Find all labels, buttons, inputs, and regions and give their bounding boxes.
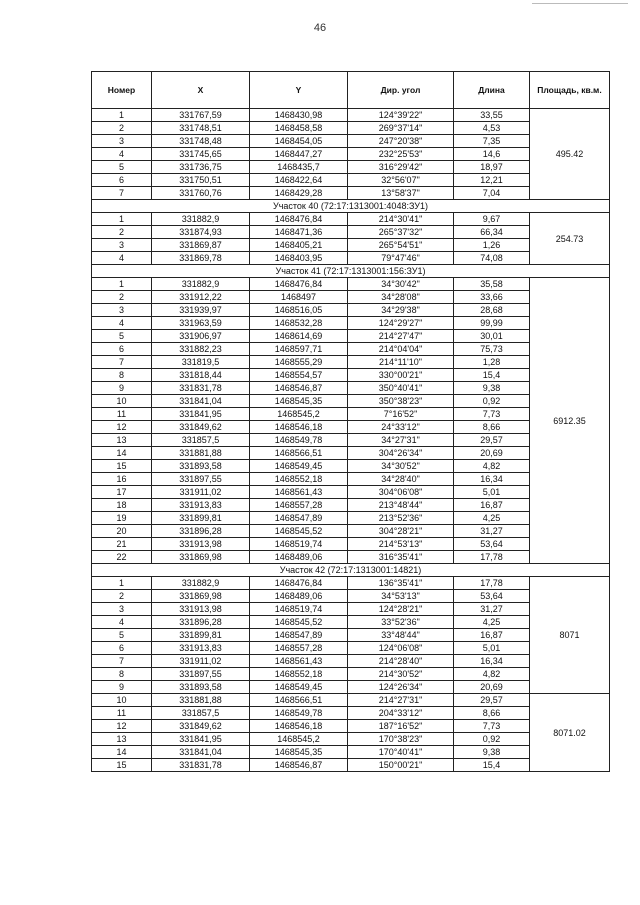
header-number: Номер [92,72,152,109]
cell-angle: 7°16'52" [348,408,454,421]
cell-num: 5 [92,161,152,174]
cell-x: 331913,98 [152,538,250,551]
cell-num: 9 [92,681,152,694]
cell-y: 1468405,21 [250,239,348,252]
cell-num: 10 [92,395,152,408]
cell-y: 1468458,58 [250,122,348,135]
cell-angle: 34°28'40" [348,473,454,486]
cell-length: 15,4 [454,759,530,772]
cell-num: 10 [92,694,152,707]
cell-num: 3 [92,135,152,148]
cell-length: 75,73 [454,343,530,356]
cell-length: 30,01 [454,330,530,343]
cell-y: 1468519,74 [250,603,348,616]
cell-angle: 265°54'51" [348,239,454,252]
cell-length: 15,4 [454,369,530,382]
cell-angle: 214°28'40" [348,655,454,668]
cell-x: 331745,65 [152,148,250,161]
cell-num: 1 [92,577,152,590]
cell-x: 331899,81 [152,629,250,642]
cell-y: 1468545,52 [250,525,348,538]
cell-angle: 214°30'41" [348,213,454,226]
cell-x: 331736,75 [152,161,250,174]
cell-angle: 150°00'21" [348,759,454,772]
cell-num: 5 [92,629,152,642]
cell-length: 99,99 [454,317,530,330]
cell-x: 331841,95 [152,408,250,421]
cell-num: 3 [92,239,152,252]
cell-x: 331841,95 [152,733,250,746]
cell-num: 13 [92,733,152,746]
cell-length: 12,21 [454,174,530,187]
cell-angle: 124°26'34" [348,681,454,694]
cell-length: 31,27 [454,603,530,616]
cell-x: 331748,48 [152,135,250,148]
cell-length: 29,57 [454,694,530,707]
cell-x: 331869,87 [152,239,250,252]
cell-y: 1468614,69 [250,330,348,343]
cell-length: 0,92 [454,395,530,408]
cell-x: 331831,78 [152,759,250,772]
cell-num: 15 [92,759,152,772]
cell-y: 1468519,74 [250,538,348,551]
cell-length: 20,69 [454,681,530,694]
table-row [92,694,610,707]
cell-length: 9,67 [454,213,530,226]
cell-num: 20 [92,525,152,538]
cell-length: 17,78 [454,577,530,590]
cell-x: 331906,97 [152,330,250,343]
cell-y: 1468497 [250,291,348,304]
cell-y: 1468561,43 [250,486,348,499]
cell-angle: 316°29'42" [348,161,454,174]
cell-length: 16,34 [454,473,530,486]
cell-angle: 214°53'13" [348,538,454,551]
cell-x: 331896,28 [152,525,250,538]
cell-length: 4,53 [454,122,530,135]
header-x: X [152,72,250,109]
cell-x: 331897,55 [152,668,250,681]
cell-length: 33,55 [454,109,530,122]
cell-num: 17 [92,486,152,499]
cell-angle: 24°33'12" [348,421,454,434]
cell-num: 14 [92,746,152,759]
cell-x: 331912,22 [152,291,250,304]
section-row [92,200,610,213]
cell-angle: 304°28'21" [348,525,454,538]
cell-angle: 247°20'38" [348,135,454,148]
table-row [92,109,610,122]
cell-length: 53,64 [454,590,530,603]
cell-y: 1468549,78 [250,707,348,720]
cell-num: 22 [92,551,152,564]
cell-angle: 170°38'23" [348,733,454,746]
cell-length: 1,26 [454,239,530,252]
cell-length: 7,73 [454,720,530,733]
cell-x: 331911,02 [152,655,250,668]
cell-y: 1468532,28 [250,317,348,330]
cell-x: 331897,55 [152,473,250,486]
cell-angle: 34°30'42" [348,278,454,291]
cell-y: 1468489,06 [250,551,348,564]
cell-angle: 124°39'22" [348,109,454,122]
cell-x: 331963,59 [152,317,250,330]
cell-length: 66,34 [454,226,530,239]
cell-num: 5 [92,330,152,343]
cell-angle: 34°28'08" [348,291,454,304]
cell-num: 12 [92,421,152,434]
cell-y: 1468476,84 [250,213,348,226]
cell-num: 11 [92,707,152,720]
cell-x: 331869,98 [152,590,250,603]
cell-num: 2 [92,122,152,135]
cell-angle: 350°40'41" [348,382,454,395]
cell-length: 33,66 [454,291,530,304]
header-length: Длина [454,72,530,109]
cell-angle: 214°27'47" [348,330,454,343]
cell-angle: 187°16'52" [348,720,454,733]
cell-x: 331849,62 [152,720,250,733]
cell-length: 7,35 [454,135,530,148]
cell-y: 1468489,06 [250,590,348,603]
cell-y: 1468435,7 [250,161,348,174]
cell-num: 18 [92,499,152,512]
cell-length: 5,01 [454,642,530,655]
section-row [92,265,610,278]
cell-angle: 213°52'36" [348,512,454,525]
cell-num: 14 [92,447,152,460]
cell-num: 8 [92,369,152,382]
cell-angle: 330°00'21" [348,369,454,382]
section-title: Участок 40 (72:17:1313001:4048:ЗУ1) [92,200,610,213]
cell-x: 331882,9 [152,577,250,590]
section-row [92,564,610,577]
cell-angle: 33°52'36" [348,616,454,629]
cell-x: 331893,58 [152,681,250,694]
table-row [92,278,610,291]
cell-y: 1468597,71 [250,343,348,356]
cell-x: 331760,76 [152,187,250,200]
cell-angle: 32°56'07" [348,174,454,187]
header-direction-angle: Дир. угол [348,72,454,109]
cell-num: 15 [92,460,152,473]
cell-num: 13 [92,434,152,447]
cell-num: 7 [92,356,152,369]
cell-y: 1468561,43 [250,655,348,668]
area-cell: 6912.35 [530,278,610,564]
cell-num: 6 [92,174,152,187]
cell-angle: 214°30'52" [348,668,454,681]
cell-x: 331841,04 [152,746,250,759]
cell-x: 331831,78 [152,382,250,395]
cell-x: 331841,04 [152,395,250,408]
cell-num: 12 [92,720,152,733]
cell-y: 1468547,89 [250,629,348,642]
cell-y: 1468454,05 [250,135,348,148]
cell-angle: 33°48'44" [348,629,454,642]
cell-length: 1,28 [454,356,530,369]
cell-x: 331849,62 [152,421,250,434]
header-y: Y [250,72,348,109]
cell-length: 9,38 [454,746,530,759]
cell-num: 1 [92,213,152,226]
cell-y: 1468545,35 [250,395,348,408]
cell-y: 1468552,18 [250,473,348,486]
cell-y: 1468403,95 [250,252,348,265]
cell-x: 331748,51 [152,122,250,135]
cell-length: 4,25 [454,616,530,629]
cell-num: 2 [92,291,152,304]
cell-length: 8,66 [454,707,530,720]
cell-num: 3 [92,603,152,616]
cell-y: 1468566,51 [250,694,348,707]
cell-angle: 350°38'23" [348,395,454,408]
cell-num: 1 [92,109,152,122]
cell-angle: 79°47'46" [348,252,454,265]
cell-y: 1468552,18 [250,668,348,681]
cell-angle: 214°04'04" [348,343,454,356]
section-title: Участок 41 (72:17:1313001:156:ЗУ1) [92,265,610,278]
cell-x: 331913,98 [152,603,250,616]
table-row [92,577,610,590]
cell-num: 8 [92,668,152,681]
cell-num: 3 [92,304,152,317]
cell-length: 14,6 [454,148,530,161]
cell-y: 1468547,89 [250,512,348,525]
cell-num: 6 [92,642,152,655]
cell-num: 1 [92,278,152,291]
cell-y: 1468429,28 [250,187,348,200]
cell-y: 1468476,84 [250,577,348,590]
cell-x: 331913,83 [152,642,250,655]
cell-x: 331882,23 [152,343,250,356]
cell-x: 331882,9 [152,213,250,226]
cell-x: 331911,02 [152,486,250,499]
cell-length: 17,78 [454,551,530,564]
cell-x: 331857,5 [152,434,250,447]
cell-x: 331882,9 [152,278,250,291]
table-body [92,109,610,772]
cell-y: 1468516,05 [250,304,348,317]
cell-length: 16,87 [454,499,530,512]
cell-x: 331893,58 [152,460,250,473]
page-number: 46 [313,22,327,34]
table-row [92,213,610,226]
cell-num: 4 [92,317,152,330]
cell-y: 1468549,45 [250,460,348,473]
cell-y: 1468471,36 [250,226,348,239]
cell-angle: 214°11'10" [348,356,454,369]
cell-length: 28,68 [454,304,530,317]
top-rule [532,3,628,4]
cell-x: 331818,44 [152,369,250,382]
cell-angle: 34°53'13" [348,590,454,603]
cell-length: 4,82 [454,460,530,473]
cell-y: 1468545,35 [250,746,348,759]
cell-y: 1468546,87 [250,759,348,772]
cell-x: 331881,88 [152,447,250,460]
cell-x: 331896,28 [152,616,250,629]
area-cell: 254.73 [530,213,610,265]
cell-x: 331750,51 [152,174,250,187]
cell-y: 1468554,57 [250,369,348,382]
cell-y: 1468545,2 [250,408,348,421]
cell-x: 331767,59 [152,109,250,122]
cell-length: 4,25 [454,512,530,525]
cell-length: 7,73 [454,408,530,421]
cell-y: 1468557,28 [250,499,348,512]
section-title: Участок 42 (72:17:1313001:14821) [92,564,610,577]
cell-num: 4 [92,616,152,629]
cell-length: 29,57 [454,434,530,447]
area-cell: 8071.02 [530,694,610,772]
area-cell: 495.42 [530,109,610,200]
cell-x: 331857,5 [152,707,250,720]
cell-length: 7,04 [454,187,530,200]
cell-angle: 304°26'34" [348,447,454,460]
cell-angle: 204°33'12" [348,707,454,720]
cell-y: 1468555,29 [250,356,348,369]
cell-angle: 232°25'53" [348,148,454,161]
cell-angle: 34°27'31" [348,434,454,447]
cell-length: 16,87 [454,629,530,642]
cell-length: 5,01 [454,486,530,499]
cell-x: 331869,98 [152,551,250,564]
cell-y: 1468430,98 [250,109,348,122]
cell-angle: 13°58'37" [348,187,454,200]
cell-angle: 269°37'14" [348,122,454,135]
cell-angle: 124°28'21" [348,603,454,616]
cell-num: 2 [92,226,152,239]
cell-length: 74,08 [454,252,530,265]
cell-x: 331874,93 [152,226,250,239]
cell-y: 1468447,27 [250,148,348,161]
cell-length: 0,92 [454,733,530,746]
cell-y: 1468549,78 [250,434,348,447]
cell-angle: 316°35'41" [348,551,454,564]
cell-length: 18,97 [454,161,530,174]
cell-y: 1468546,18 [250,421,348,434]
cell-length: 53,64 [454,538,530,551]
cell-y: 1468545,52 [250,616,348,629]
cell-y: 1468476,84 [250,278,348,291]
cell-y: 1468545,2 [250,733,348,746]
cell-length: 4,82 [454,668,530,681]
cell-angle: 304°06'08" [348,486,454,499]
cell-angle: 170°40'41" [348,746,454,759]
cell-x: 331819,5 [152,356,250,369]
cell-angle: 136°35'41" [348,577,454,590]
cell-x: 331881,88 [152,694,250,707]
cell-num: 11 [92,408,152,421]
cell-angle: 34°29'38" [348,304,454,317]
area-cell: 8071 [530,577,610,694]
cell-num: 2 [92,590,152,603]
cell-x: 331913,83 [152,499,250,512]
cell-length: 16,34 [454,655,530,668]
cell-angle: 265°37'32" [348,226,454,239]
cell-num: 7 [92,655,152,668]
cell-x: 331899,81 [152,512,250,525]
cell-x: 331939,97 [152,304,250,317]
cell-y: 1468546,87 [250,382,348,395]
cell-length: 9,38 [454,382,530,395]
cell-num: 16 [92,473,152,486]
cell-y: 1468557,28 [250,642,348,655]
cell-y: 1468422,64 [250,174,348,187]
coordinates-table [91,71,610,772]
cell-angle: 214°27'31" [348,694,454,707]
cell-x: 331869,78 [152,252,250,265]
cell-length: 35,58 [454,278,530,291]
cell-length: 20,69 [454,447,530,460]
cell-y: 1468549,45 [250,681,348,694]
cell-num: 9 [92,382,152,395]
cell-length: 8,66 [454,421,530,434]
cell-num: 6 [92,343,152,356]
cell-y: 1468566,51 [250,447,348,460]
cell-num: 4 [92,148,152,161]
cell-num: 4 [92,252,152,265]
cell-angle: 124°06'08" [348,642,454,655]
header-row [92,72,610,109]
cell-num: 21 [92,538,152,551]
cell-num: 7 [92,187,152,200]
cell-num: 19 [92,512,152,525]
cell-y: 1468546,18 [250,720,348,733]
cell-angle: 124°29'27" [348,317,454,330]
cell-length: 31,27 [454,525,530,538]
cell-angle: 213°48'44" [348,499,454,512]
cell-angle: 34°30'52" [348,460,454,473]
header-area: Площадь, кв.м. [530,72,610,109]
